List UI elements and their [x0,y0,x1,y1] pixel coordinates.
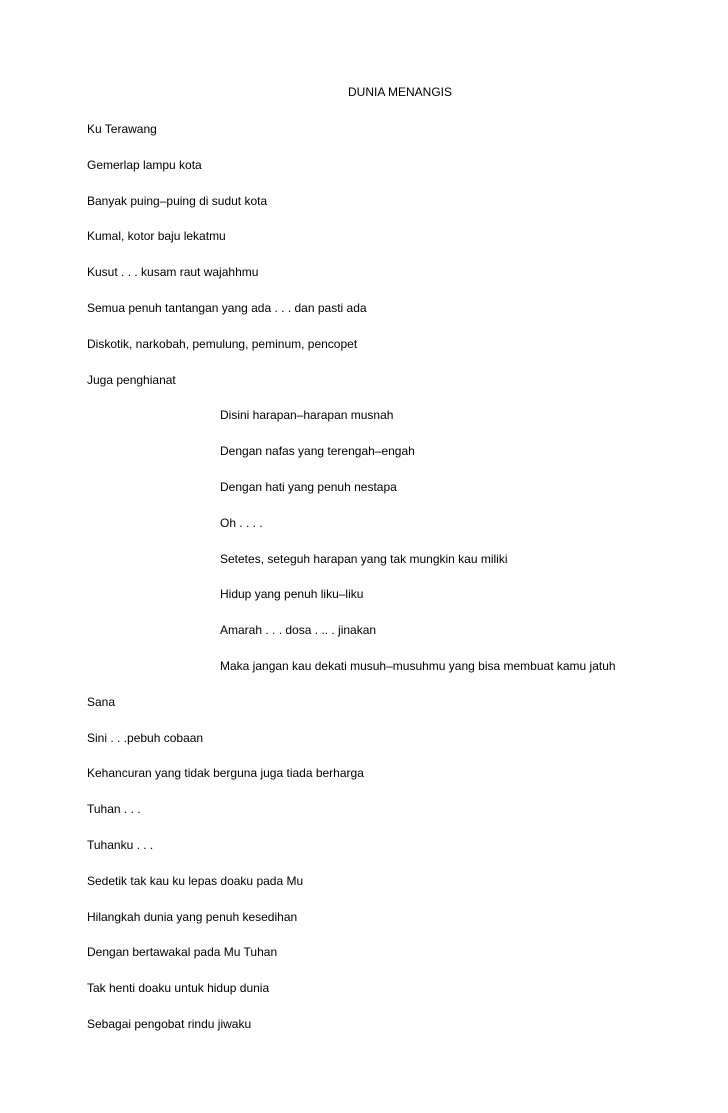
poem-line-indented: Disini harapan–harapan musnah [220,408,394,422]
poem-line-indented: Setetes, seteguh harapan yang tak mungkin kau miliki [220,552,508,566]
poem-line: Sebagai pengobat rindu jiwaku [87,1017,252,1031]
poem-line: Tuhan . . . [87,802,141,816]
poem-line: Kumal, kotor baju lekatmu [87,229,226,243]
poem-line-indented: Dengan hati yang penuh nestapa [220,480,397,494]
poem-line: Kusut . . . kusam raut wajahhmu [87,265,259,279]
poem-line-indented: Amarah . . . dosa . .. . jinakan [220,623,377,637]
poem-line: Ku Terawang [87,122,157,136]
poem-line: Dengan bertawakal pada Mu Tuhan [87,945,278,959]
poem-line: Sedetik tak kau ku lepas doaku pada Mu [87,874,304,888]
poem-line: Tak henti doaku untuk hidup dunia [87,981,270,995]
poem-line: Semua penuh tantangan yang ada . . . dan pasti ada [87,301,367,315]
poem-line: Kehancuran yang tidak berguna juga tiada berharga [87,766,364,780]
document-title-text: DUNIA MENANGIS [347,85,452,99]
poem-line: Gemerlap lampu kota [87,158,202,172]
poem-line: Diskotik, narkobah, pemulung, peminum, pencopet [87,337,358,351]
poem-line-indented: Dengan nafas yang terengah–engah [220,444,415,458]
poem-line: Hilangkah dunia yang penuh kesedihan [87,910,298,924]
poem-line-indented: Hidup yang penuh liku–liku [220,587,364,601]
poem-line: Tuhanku . . . [87,838,154,852]
poem-line: Juga penghianat [87,373,176,387]
poem-line-indented: Maka jangan kau dekati musuh–musuhmu yang bisa membuat kamu jatuh [220,659,616,673]
poem-line: Sana [87,695,116,709]
document-title [0,85,728,99]
poem-line: Sini . . .pebuh cobaan [87,731,204,745]
poem-line-indented: Oh . . . . [220,516,263,530]
poem-line: Banyak puing–puing di sudut kota [87,194,268,208]
